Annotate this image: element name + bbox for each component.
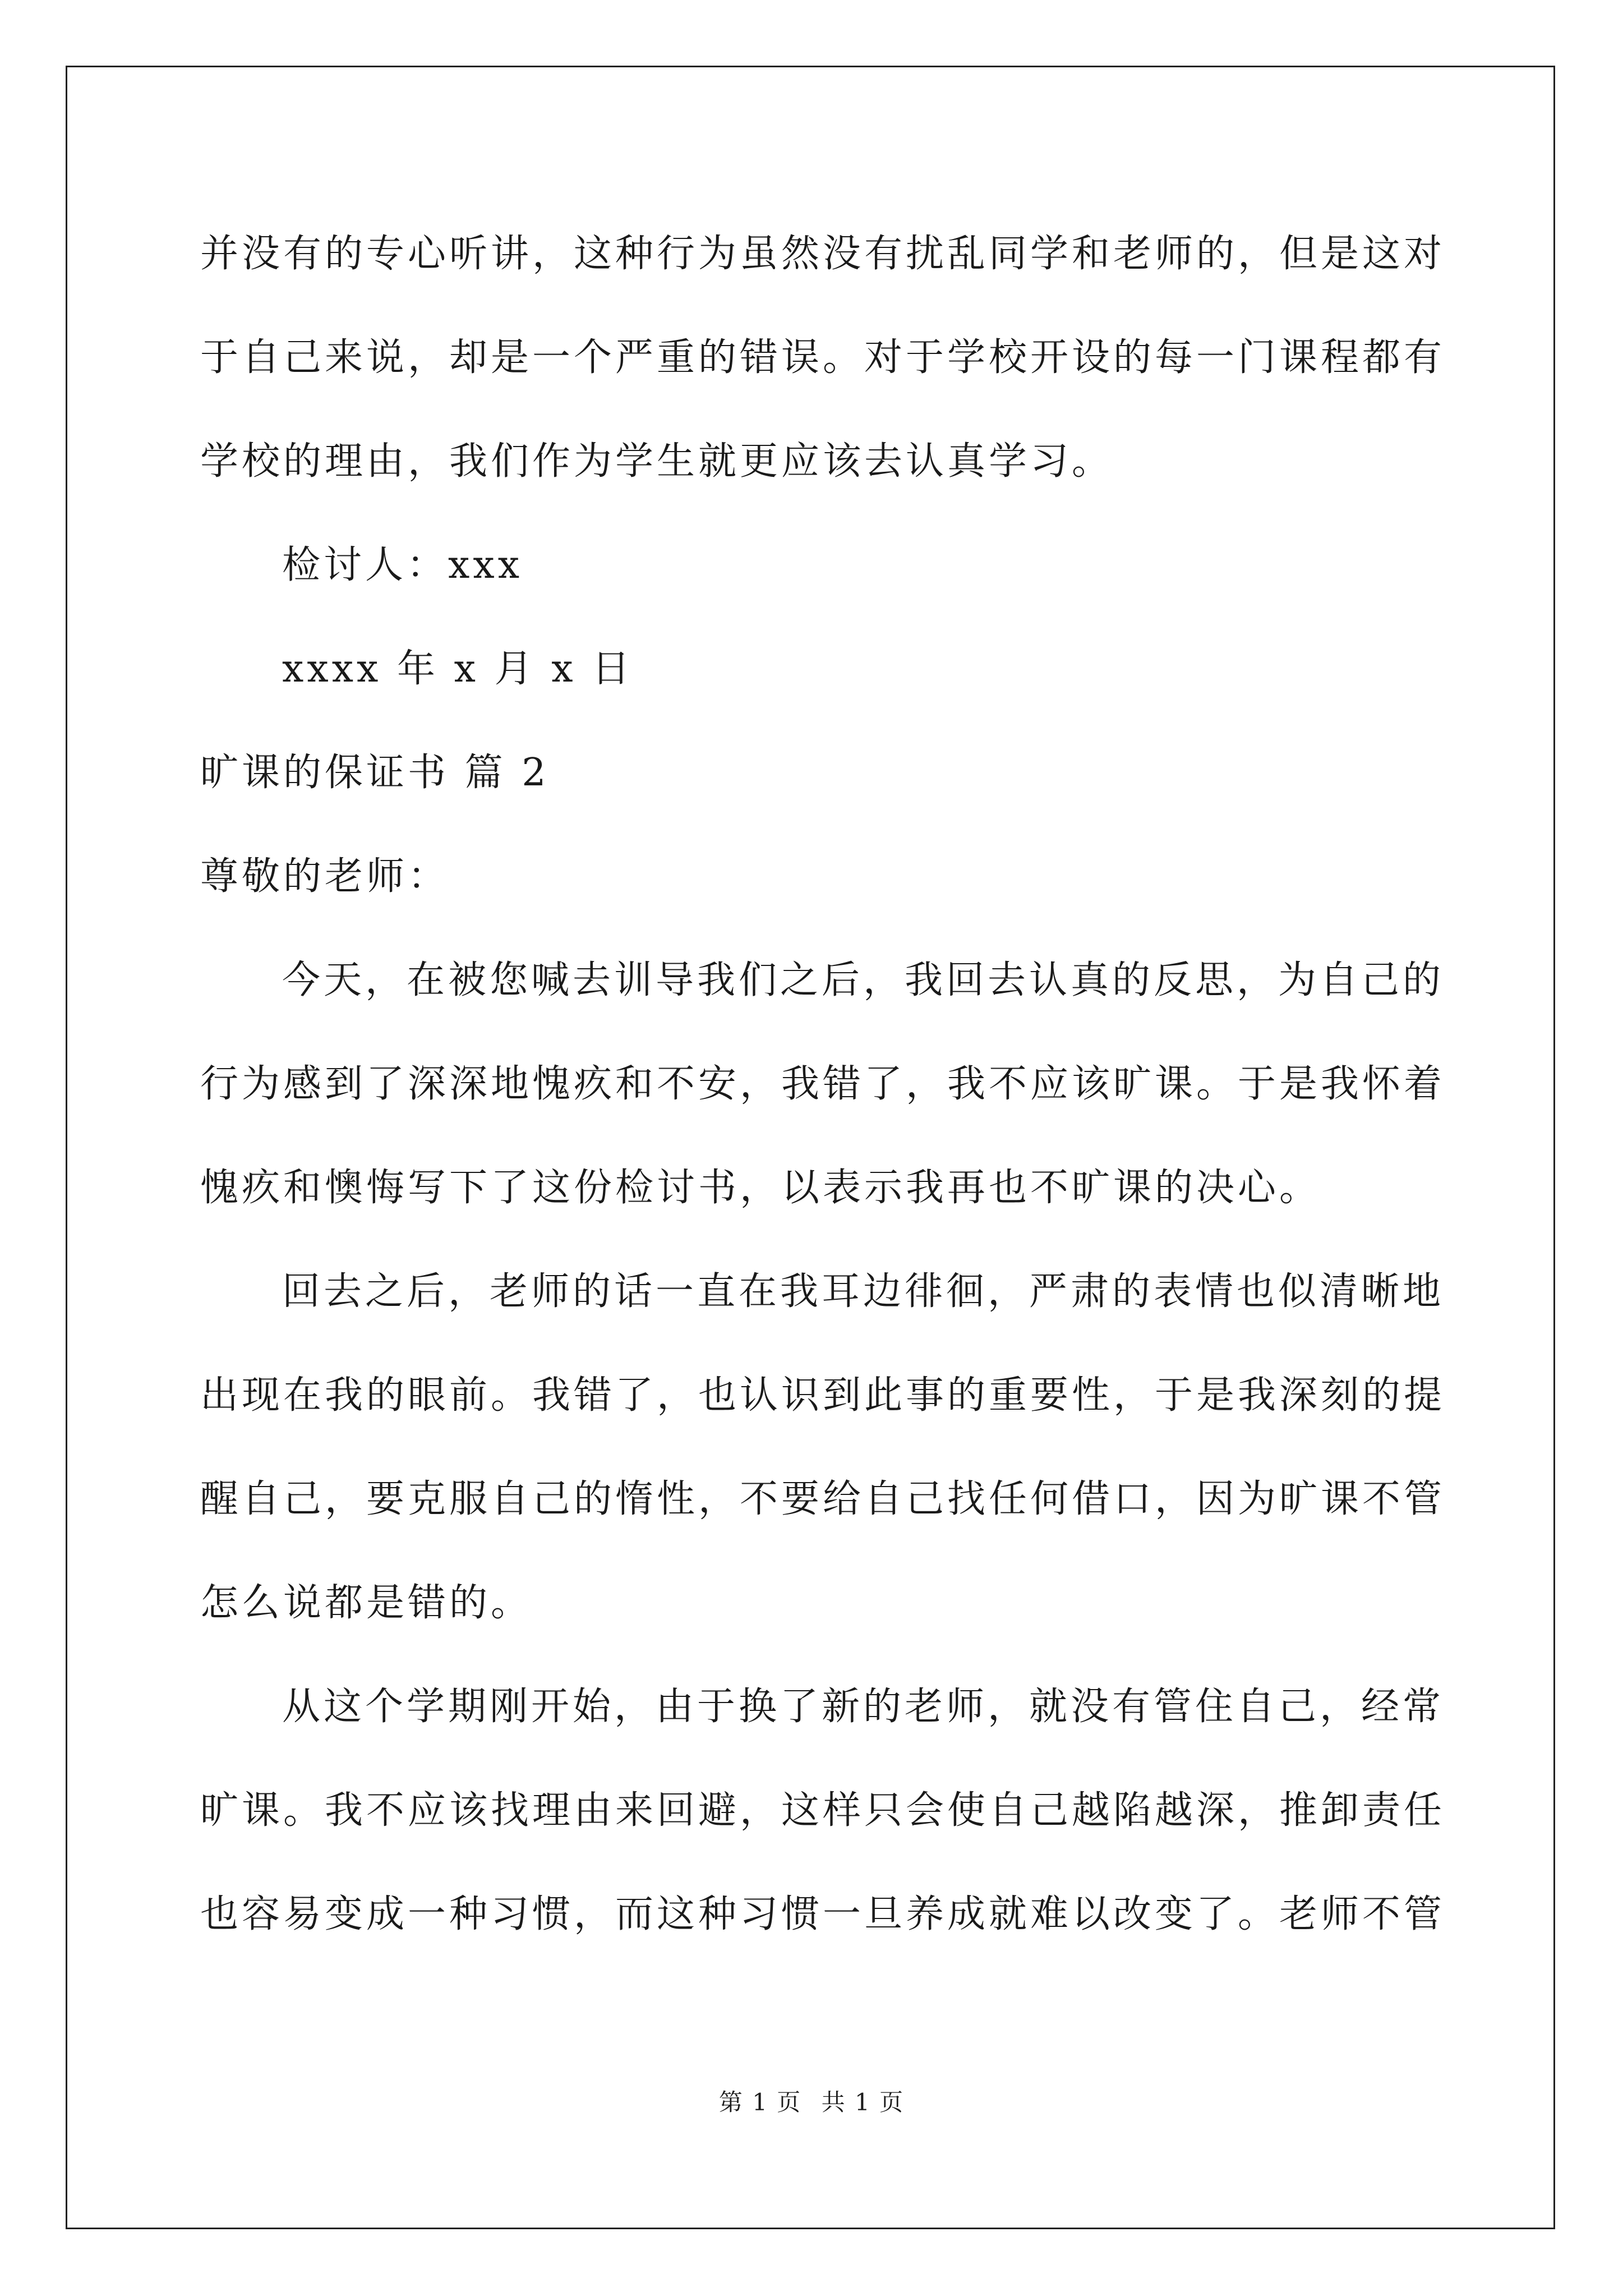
page-footer xyxy=(0,2086,1623,2119)
text-line: 从这个学期刚开始，由于换了新的老师，就没有管住自己，经常 xyxy=(282,1685,1445,1729)
page-total: 共 1 页 xyxy=(821,2088,905,2116)
text-line: 行为感到了深深地愧疚和不安，我错了，我不应该旷课。于是我怀着 xyxy=(200,1062,1446,1106)
text-line: 也容易变成一种习惯，而这种习惯一旦养成就难以改变了。老师不管 xyxy=(200,1892,1446,1936)
text-line: 并没有的专心听讲，这种行为虽然没有扰乱同学和老师的，但是这对 xyxy=(200,232,1446,276)
text-line: 于自己来说，却是一个严重的错误。对于学校开设的每一门课程都有 xyxy=(200,335,1446,380)
signer-line: 检讨人：xxx xyxy=(282,543,523,587)
text-line: 怎么说都是错的。 xyxy=(200,1581,533,1625)
text-line: 旷课。我不应该找理由来回避，这样只会使自己越陷越深，推卸责任 xyxy=(200,1788,1446,1833)
document-body xyxy=(200,202,1446,1966)
text-line: 愧疚和懊悔写下了这份检讨书，以表示我再也不旷课的决心。 xyxy=(200,1166,1321,1210)
salutation: 尊敬的老师： xyxy=(200,854,450,899)
text-line: 出现在我的眼前。我错了，也认识到此事的重要性，于是我深刻的提 xyxy=(200,1373,1446,1418)
text-line: 回去之后，老师的话一直在我耳边徘徊，严肃的表情也似清晰地 xyxy=(282,1269,1445,1314)
text-line: 醒自己，要克服自己的惰性，不要给自己找任何借口，因为旷课不管 xyxy=(200,1477,1446,1521)
text-line: 今天，在被您喊去训导我们之后，我回去认真的反思，为自己的 xyxy=(282,958,1445,1002)
page-number: 第 1 页 xyxy=(718,2088,802,2116)
date-line: xxxx 年 x 月 x 日 xyxy=(282,647,634,691)
section-heading: 旷课的保证书 篇 2 xyxy=(200,751,550,795)
text-line: 学校的理由，我们作为学生就更应该去认真学习。 xyxy=(200,439,1114,484)
